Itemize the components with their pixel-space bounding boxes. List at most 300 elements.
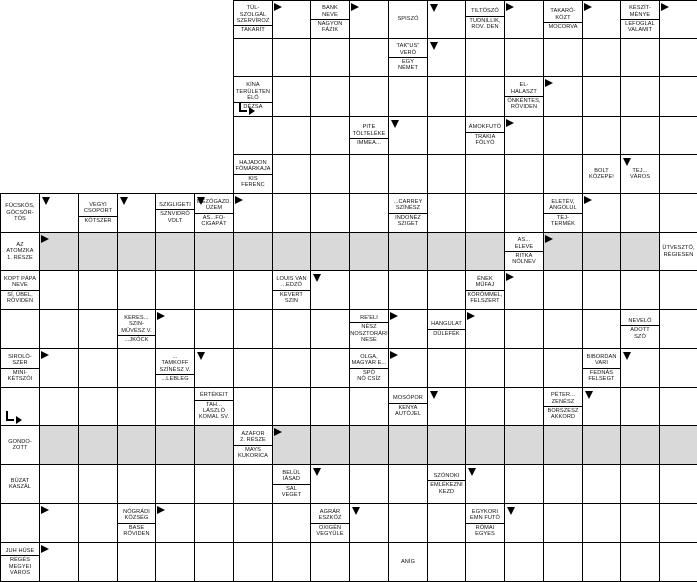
clue-text: TÜL- SZOLGÁL SZERVÍROZ: [236, 5, 270, 24]
answer-cell[interactable]: [582, 232, 621, 271]
answer-cell[interactable]: [194, 425, 234, 465]
answer-cell[interactable]: [543, 270, 583, 310]
clue-text: MOCORVA: [543, 22, 583, 30]
clue-text: ...CARREY SZÍNÉSZ: [393, 198, 423, 212]
clue-text: ÖNKÉNTES, RÖVIDEN: [504, 96, 544, 111]
answer-cell[interactable]: [582, 38, 621, 77]
answer-cell[interactable]: [659, 193, 697, 233]
answer-cell[interactable]: [349, 193, 389, 233]
clue-text: AZAFOR 2. RÉSZE: [240, 430, 266, 444]
answer-cell[interactable]: [582, 542, 621, 582]
answer-cell[interactable]: [78, 309, 118, 349]
clue-text: KÖTSZER: [78, 216, 118, 224]
answer-cell[interactable]: [659, 116, 697, 155]
answer-cell[interactable]: [117, 232, 156, 271]
answer-cell[interactable]: [272, 116, 311, 155]
answer-cell[interactable]: [233, 309, 273, 349]
clue-text: BÚZAT KASZÁL: [8, 477, 32, 490]
arrow-right-icon: [390, 312, 398, 320]
answer-cell[interactable]: [543, 542, 583, 582]
answer-cell[interactable]: [388, 232, 428, 271]
answer-cell[interactable]: [233, 38, 273, 77]
answer-cell[interactable]: [272, 76, 311, 117]
answer-cell[interactable]: [349, 425, 389, 465]
clue-text: AZ ATOMZKA 1. RÉSZE: [6, 241, 34, 261]
arrow-right-icon: [506, 273, 514, 281]
answer-cell[interactable]: [194, 503, 234, 543]
arrow-right-icon: [584, 196, 592, 204]
clue-text: TAH... LÁSZLÓ KOMAL SV.: [194, 400, 234, 421]
answer-cell[interactable]: [388, 76, 428, 117]
answer-cell[interactable]: [465, 348, 505, 388]
answer-cell[interactable]: [233, 116, 273, 155]
clue-text: RÓMAI EGYES: [465, 523, 505, 538]
answer-cell[interactable]: [465, 193, 505, 233]
answer-cell[interactable]: [659, 348, 697, 388]
answer-cell[interactable]: [427, 76, 466, 117]
answer-cell[interactable]: [194, 309, 234, 349]
answer-cell[interactable]: [117, 425, 156, 465]
answer-cell[interactable]: [310, 116, 350, 155]
answer-cell[interactable]: [349, 232, 389, 271]
clue-text: TEJ... VÁROS: [629, 167, 651, 180]
clue-text: TAK"US" VERŐ: [396, 43, 420, 56]
answer-cell[interactable]: [388, 270, 428, 310]
clue-cell: [388, 387, 428, 426]
answer-cell[interactable]: [388, 154, 428, 194]
answer-cell[interactable]: [582, 116, 621, 155]
arrow-down-icon: [313, 468, 321, 476]
clue-text: NÉSZ NOSZTORÁRI NESE: [350, 324, 388, 343]
clue-text: BANK NEVE: [322, 5, 338, 18]
answer-cell[interactable]: [349, 270, 389, 310]
answer-cell[interactable]: [0, 503, 40, 543]
answer-cell[interactable]: [310, 76, 350, 117]
answer-cell[interactable]: [39, 270, 79, 310]
clue-text: INDONÉZ SZIGET: [388, 213, 428, 228]
answer-cell[interactable]: [388, 464, 428, 504]
answer-cell[interactable]: [659, 464, 697, 504]
clue-cell: [504, 76, 544, 117]
answer-cell[interactable]: [78, 387, 118, 426]
arrow-right-icon: [274, 3, 282, 11]
answer-cell[interactable]: [582, 309, 621, 349]
answer-cell[interactable]: [194, 464, 234, 504]
clue-cell: [272, 464, 311, 504]
answer-cell[interactable]: [194, 542, 234, 582]
arrow-down-icon: [42, 197, 50, 205]
answer-cell[interactable]: [272, 503, 311, 543]
arrow-bend-icon: [6, 411, 14, 421]
clue-text: ÉNEK MŰFAJ: [475, 275, 495, 289]
answer-cell[interactable]: [427, 270, 466, 310]
clue-text: TUDNILLIK, ROV. DEN: [465, 16, 505, 31]
clue-text: HAJADON FÖMÁRKAJA: [235, 159, 271, 173]
answer-cell[interactable]: [543, 38, 583, 77]
clue-text: KENYA AUTÓJEL: [388, 403, 428, 418]
answer-cell[interactable]: [272, 232, 311, 271]
answer-cell[interactable]: [620, 464, 660, 504]
answer-cell[interactable]: [39, 464, 79, 504]
answer-cell[interactable]: [233, 542, 273, 582]
answer-cell[interactable]: [233, 503, 273, 543]
answer-cell[interactable]: [427, 232, 466, 271]
clue-text: KÉSZÍT- MÉNYE: [629, 5, 651, 18]
answer-cell[interactable]: [620, 76, 660, 117]
answer-cell[interactable]: [117, 464, 156, 504]
clue-cell: [388, 38, 428, 77]
answer-cell[interactable]: [659, 270, 697, 310]
answer-cell[interactable]: [117, 542, 156, 582]
arrow-right-icon: [235, 196, 243, 204]
clue-cell: [504, 232, 544, 271]
answer-cell[interactable]: [388, 425, 428, 465]
clue-cell: [155, 348, 195, 388]
answer-cell[interactable]: [504, 309, 544, 349]
clue-cell: [582, 348, 621, 388]
answer-cell[interactable]: [620, 193, 660, 233]
clue-cell: [310, 0, 350, 39]
clue-cell: [349, 309, 389, 349]
answer-cell[interactable]: [504, 425, 544, 465]
answer-cell[interactable]: [310, 387, 350, 426]
answer-cell[interactable]: [620, 503, 660, 543]
clue-cell: [465, 116, 505, 155]
answer-cell[interactable]: [78, 542, 118, 582]
arrow-right-icon: [545, 235, 553, 243]
clue-cell: [543, 387, 583, 426]
arrow-right-icon: [274, 428, 282, 436]
answer-cell[interactable]: [543, 116, 583, 155]
answer-cell[interactable]: [0, 309, 40, 349]
answer-cell[interactable]: [39, 425, 79, 465]
clue-text: SPÓ NÓ CSÍZ: [349, 368, 389, 383]
arrow-right-icon: [351, 3, 359, 11]
answer-cell[interactable]: [620, 270, 660, 310]
answer-cell[interactable]: [620, 425, 660, 465]
clue-text: ELETÉV, ANGOLUL: [549, 198, 577, 212]
answer-cell[interactable]: [233, 387, 273, 426]
answer-cell[interactable]: [78, 232, 118, 271]
clue-cell: [427, 464, 466, 504]
clue-text: SPISZÓ: [397, 16, 419, 23]
clue-text: RE'ELI: [360, 314, 378, 321]
answer-cell[interactable]: [310, 232, 350, 271]
clue-cell: [0, 193, 40, 233]
arrow-down-icon: [430, 42, 438, 50]
clue-text: OXIGÉN VEGYÜLE: [310, 523, 350, 538]
answer-cell[interactable]: [504, 38, 544, 77]
clue-text: IMMEA...: [349, 138, 389, 146]
answer-cell[interactable]: [310, 38, 350, 77]
answer-cell[interactable]: [620, 38, 660, 77]
clue-cell: [310, 503, 350, 543]
answer-cell[interactable]: [349, 76, 389, 117]
clue-cell: [349, 116, 389, 155]
answer-cell[interactable]: [349, 464, 389, 504]
clue-text: VEGYI CSOPORT: [83, 201, 113, 215]
clue-text: AS... ELEVE: [514, 237, 534, 250]
clue-text: KERES... SZIN- MŰVÉSZ V.: [121, 314, 152, 334]
answer-cell[interactable]: [155, 425, 195, 465]
answer-cell[interactable]: [155, 542, 195, 582]
answer-cell[interactable]: [427, 503, 466, 543]
answer-cell[interactable]: [310, 542, 350, 582]
clue-cell: [582, 154, 621, 194]
answer-cell[interactable]: [543, 503, 583, 543]
answer-cell[interactable]: [465, 76, 505, 117]
clue-text: RÉGÉS MEGYEI VÁROS: [0, 555, 40, 576]
answer-cell[interactable]: [543, 348, 583, 388]
clue-cell: [465, 0, 505, 39]
answer-cell[interactable]: [427, 193, 466, 233]
answer-cell[interactable]: [349, 38, 389, 77]
answer-cell[interactable]: [465, 38, 505, 77]
answer-cell[interactable]: [659, 542, 697, 582]
answer-cell[interactable]: [194, 270, 234, 310]
answer-cell[interactable]: [659, 38, 697, 77]
clue-text: ...JKÓCK: [117, 335, 156, 343]
answer-cell[interactable]: [427, 348, 466, 388]
answer-cell[interactable]: [272, 387, 311, 426]
answer-cell[interactable]: [78, 503, 118, 543]
arrow-right-icon: [506, 119, 514, 127]
answer-cell[interactable]: [349, 542, 389, 582]
answer-cell[interactable]: [659, 154, 697, 194]
clue-cell: [78, 193, 118, 233]
answer-cell[interactable]: [78, 348, 118, 388]
answer-cell[interactable]: [504, 542, 544, 582]
clue-text: SAL VEGET: [272, 484, 311, 499]
answer-cell[interactable]: [427, 116, 466, 155]
answer-cell[interactable]: [39, 387, 79, 426]
clue-cell: [233, 0, 273, 39]
clue-cell: [465, 503, 505, 543]
arrow-down-icon: [468, 468, 476, 476]
answer-cell[interactable]: [504, 193, 544, 233]
answer-cell[interactable]: [465, 232, 505, 271]
clue-text: LOUIS VAN ...EDZŐ: [276, 275, 307, 289]
clue-text: EMLÉKEZNI KEZD: [427, 480, 466, 495]
clue-cell: [0, 232, 40, 271]
answer-cell[interactable]: [582, 425, 621, 465]
clue-cell: [349, 348, 389, 388]
clue-text: ÁMOKFUTÓ: [468, 124, 502, 131]
clue-cell: [388, 542, 428, 582]
answer-cell[interactable]: [582, 270, 621, 310]
clue-text: NAGYON FÁZIK: [310, 19, 350, 34]
answer-cell[interactable]: [504, 348, 544, 388]
arrow-down-icon: [623, 352, 631, 360]
answer-cell[interactable]: [465, 387, 505, 426]
clue-text: BOLT KÖZEPE!: [589, 167, 614, 180]
arrow-down-icon: [197, 352, 205, 360]
answer-cell[interactable]: [465, 542, 505, 582]
arrow-down-icon: [352, 507, 360, 515]
answer-cell[interactable]: [582, 76, 621, 117]
clue-text: BORSZESZ AKKORD: [543, 406, 583, 421]
answer-cell[interactable]: [272, 309, 311, 349]
answer-cell[interactable]: [543, 425, 583, 465]
clue-text: TAKARÍT: [233, 25, 273, 33]
arrow-down-icon: [120, 197, 128, 205]
answer-cell[interactable]: [272, 542, 311, 582]
answer-cell[interactable]: [155, 232, 195, 271]
answer-cell[interactable]: [310, 425, 350, 465]
clue-text: SIROLÓ- SZER: [8, 353, 32, 367]
answer-cell[interactable]: [78, 425, 118, 465]
clue-text: KOPT PÁPA NEVE: [3, 275, 37, 289]
answer-cell[interactable]: [582, 464, 621, 504]
clue-text: MEZŐGAZD. ÜZEM: [196, 198, 232, 212]
answer-cell[interactable]: [194, 232, 234, 271]
answer-cell[interactable]: [272, 154, 311, 194]
answer-cell[interactable]: [620, 542, 660, 582]
clue-text: BASE RÖVIDEN: [117, 523, 156, 538]
answer-cell[interactable]: [233, 348, 273, 388]
answer-cell[interactable]: [543, 154, 583, 194]
clue-text: SZÓNOKI: [433, 472, 460, 479]
answer-cell[interactable]: [465, 425, 505, 465]
answer-cell[interactable]: [388, 503, 428, 543]
answer-cell[interactable]: [310, 193, 350, 233]
answer-cell[interactable]: [620, 387, 660, 426]
clue-cell: [388, 193, 428, 233]
clue-text: PITE TÖLTELÉKE: [352, 124, 386, 137]
clue-cell: [659, 232, 697, 271]
clue-text: EL- HALASZT: [511, 82, 537, 95]
answer-cell[interactable]: [272, 38, 311, 77]
answer-cell[interactable]: [233, 464, 273, 504]
answer-cell[interactable]: [233, 270, 273, 310]
arrow-down-icon: [430, 391, 438, 399]
clue-cell: [543, 193, 583, 233]
answer-cell[interactable]: [117, 270, 156, 310]
answer-cell[interactable]: [659, 76, 697, 117]
answer-cell[interactable]: [39, 309, 79, 349]
clue-text: ÉRTÉKEIT: [199, 392, 229, 399]
answer-cell[interactable]: [543, 309, 583, 349]
arrow-down-icon: [313, 274, 321, 282]
clue-text: TEJ- TERMÉK: [543, 213, 583, 228]
clue-cell: [0, 425, 40, 465]
clue-cell: [0, 542, 40, 582]
answer-cell[interactable]: [310, 309, 350, 349]
answer-cell[interactable]: [427, 154, 466, 194]
clue-text: HANGULAT: [431, 321, 462, 328]
answer-cell[interactable]: [620, 116, 660, 155]
answer-cell[interactable]: [349, 154, 389, 194]
clue-text: FÜCSKÖS, GÖCSÖR- TÖS: [5, 203, 35, 223]
answer-cell[interactable]: [620, 232, 660, 271]
clue-text: TAKARÓ- KÖZT: [550, 8, 576, 21]
answer-cell[interactable]: [310, 154, 350, 194]
clue-cell: [272, 270, 311, 310]
clue-text: NÓGRÁDI KÖZSÉG: [123, 508, 150, 522]
clue-cell: [0, 270, 40, 310]
clue-text: ANÍG: [400, 558, 416, 565]
arrow-right-icon: [41, 506, 49, 514]
answer-cell[interactable]: [272, 348, 311, 388]
clue-text: TILTÓSZÓ: [471, 8, 499, 15]
arrow-down-icon: [391, 120, 399, 128]
answer-cell[interactable]: [155, 464, 195, 504]
clue-cell: [194, 387, 234, 426]
answer-cell[interactable]: [427, 425, 466, 465]
answer-cell[interactable]: [504, 154, 544, 194]
arrow-down-icon: [197, 197, 205, 205]
clue-cell: [117, 503, 156, 543]
clue-cell: [620, 0, 660, 39]
clue-cell: [233, 425, 273, 465]
answer-cell[interactable]: [78, 464, 118, 504]
clue-text: FEDNÁS FELSEGT: [582, 368, 621, 383]
clue-text: MOSÓPOR: [393, 395, 423, 402]
arrow-down-icon: [507, 507, 515, 515]
arrow-right-icon: [506, 3, 514, 11]
arrow-right-icon: [661, 3, 669, 11]
answer-cell[interactable]: [155, 270, 195, 310]
answer-cell[interactable]: [659, 309, 697, 349]
answer-cell[interactable]: [427, 542, 466, 582]
clue-text: ÜTVESZTŐ, RÉGIESEN: [662, 245, 695, 258]
answer-cell[interactable]: [659, 387, 697, 426]
clue-text: KÍNA TERÜLETEN ÉLŐ: [235, 82, 271, 101]
clue-text: SZNVIDRÓ VOLT: [155, 209, 195, 224]
clue-text: DÜLEFÉK: [427, 329, 466, 337]
clue-cell: [543, 0, 583, 39]
clue-text: MINI- KÉTSZÓI: [0, 368, 40, 383]
clue-text: TRAKIA FÖLYÓ: [465, 132, 505, 147]
arrow-right-icon: [545, 79, 553, 87]
arrow-right-icon: [157, 312, 165, 320]
clue-text: GONDO- ZOTT: [8, 438, 32, 451]
clue-text: RITKA NŐLNEV: [504, 251, 544, 266]
arrow-right-icon: [390, 351, 398, 359]
arrow-down-icon: [623, 158, 631, 166]
answer-cell[interactable]: [543, 464, 583, 504]
answer-cell[interactable]: [504, 387, 544, 426]
answer-cell[interactable]: [78, 270, 118, 310]
clue-text: BELÜL IÁSAD: [282, 469, 301, 483]
clue-text: ... TAMKOFF SZÍNÉSZ V.: [159, 353, 191, 373]
clue-cell: [465, 270, 505, 310]
clue-cell: [0, 464, 40, 504]
clue-text: EGYKORI EMN FUTÓ: [469, 508, 500, 522]
arrow-right-icon: [41, 545, 49, 553]
clue-cell: [155, 193, 195, 233]
clue-text: JUH HÚSE: [5, 547, 35, 554]
answer-cell[interactable]: [465, 154, 505, 194]
answer-cell[interactable]: [233, 232, 273, 271]
answer-cell[interactable]: [582, 503, 621, 543]
answer-cell[interactable]: [504, 464, 544, 504]
clue-text: OLGA, MAGYAR E...: [351, 353, 387, 367]
clue-text: DÉZSA: [233, 102, 273, 110]
answer-cell[interactable]: [272, 193, 311, 233]
answer-cell[interactable]: [117, 348, 156, 388]
clue-text: KEVERT SZIN: [272, 290, 311, 305]
answer-cell[interactable]: [349, 387, 389, 426]
clue-text: LEFOGLAL VALAMIT: [620, 19, 660, 34]
answer-cell[interactable]: [117, 387, 156, 426]
answer-cell[interactable]: [155, 387, 195, 426]
clue-cell: [620, 309, 660, 349]
answer-cell[interactable]: [310, 348, 350, 388]
answer-cell[interactable]: [659, 503, 697, 543]
clue-text: PÉTER... ZENÉSZ: [550, 392, 576, 405]
answer-cell[interactable]: [659, 425, 697, 465]
